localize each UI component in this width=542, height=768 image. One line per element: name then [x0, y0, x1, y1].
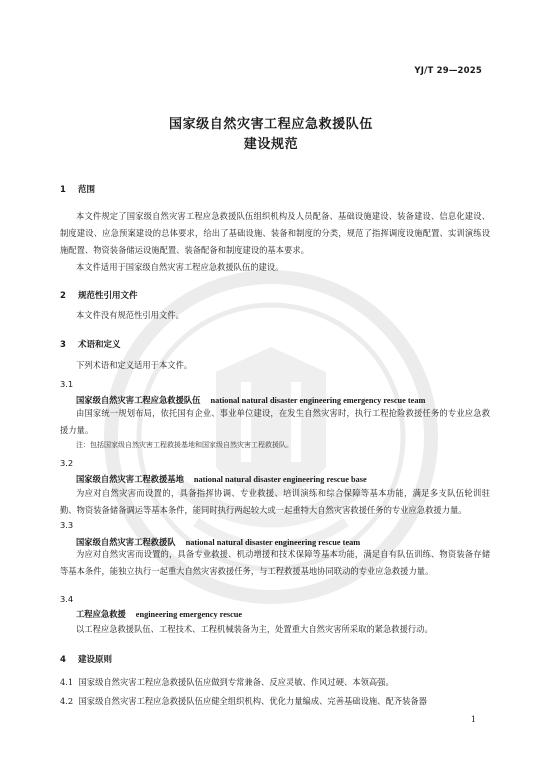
terms-intro: 下列术语和定义适用于本文件。: [76, 360, 193, 370]
term-english: national natural disaster engineering rescue base: [193, 475, 367, 484]
section-heading-principles: [60, 653, 112, 665]
page-number: 1: [470, 715, 476, 724]
term-english: national natural disaster engineering emergency rescue team: [210, 396, 426, 405]
term-number: 3.4: [60, 594, 74, 604]
term-entry: [76, 473, 367, 485]
standard-code: YJ/T 29—2025: [414, 66, 482, 76]
scope-applicability: 本文件适用于国家级自然灾害工程应急救援队伍的建设。: [76, 262, 284, 272]
section-number: 3: [60, 340, 66, 350]
term-note: 注：包括国家级自然灾害工程救援基地和国家级自然灾害工程救援队。: [76, 441, 293, 449]
section-title: 术语和定义: [78, 340, 121, 350]
term-definition: 为应对自然灾害而设置的，具备专业救援、机动增援和技术保障等基本功能，满足自有队伍训练、物资装备存储等基本条件，能独立执行一起重大自然灾害救援任务，与工程救援基地协同联动的专业应急救援力量。: [60, 549, 490, 576]
section-heading-normative-refs: [60, 289, 138, 301]
scope-paragraph: 本文件规定了国家级自然灾害工程应急救援队伍组织机构及人员配备、基础设施建设、装备建设、信息化建设、制度建设、应急预案建设的总体要求，给出了基础设施、装备和制度的分类，规范了指挥调度设施配置、实训演练设施配置、物资装备储运设施配置、装备配备和制度建设的基本要求。: [60, 211, 490, 255]
document-title: 国家级自然灾害工程应急救援队伍: [168, 117, 373, 132]
section-number: 2: [60, 291, 66, 301]
principle-number: 4.2: [60, 696, 74, 706]
term-number: 3.1: [60, 379, 74, 389]
principle-text: 国家级自然灾害工程应急救援队伍应做到专常兼备、反应灵敏、作风过硬、本领高强。: [78, 677, 394, 687]
term-chinese: 工程应急救援: [76, 609, 126, 619]
principle-item: [60, 695, 490, 707]
term-entry: [76, 608, 242, 620]
document-subtitle: 建设规范: [243, 137, 299, 152]
term-number: 3.3: [60, 520, 74, 530]
section-title: 规范性引用文件: [78, 291, 138, 301]
term-definition: 以工程应急救援队伍、工程技术、工程机械装备为主，处置重大自然灾害所采取的紧急救援行动。: [76, 624, 433, 634]
term-chinese: 国家级自然灾害工程救援队: [76, 537, 176, 547]
principle-text: 国家级自然灾害工程应急救援队伍应健全组织机构、优化力量编成、完善基础设施、配齐装备器: [78, 696, 427, 706]
term-chinese: 国家级自然灾害工程救援基地: [76, 474, 184, 484]
section-number: 1: [60, 185, 66, 195]
section-title: 建设原则: [78, 655, 113, 665]
term-english: national natural disaster engineering rescue team: [185, 538, 361, 547]
principle-number: 4.1: [60, 677, 74, 687]
term-definition: 由国家统一规划布局，依托国有企业、事业单位建设，在发生自然灾害时，执行工程抢险救援任务的专业应急救援力量。: [60, 408, 490, 435]
principle-item: [60, 676, 490, 688]
term-chinese: 国家级自然灾害工程应急救援队伍: [76, 395, 201, 405]
term-number: 3.2: [60, 458, 74, 468]
normative-refs-paragraph: 本文件没有规范性引用文件。: [76, 310, 184, 320]
term-english: engineering emergency rescue: [135, 610, 243, 619]
section-number: 4: [60, 655, 66, 665]
term-definition: 为应对自然灾害而设置的，具备指挥协调、专业救援、培训演练和综合保障等基本功能，满足多支队伍轮训驻勤、物资装备储备调运等基本条件，能同时执行两起较大或一起重特大自然灾害救援任务的专业应急救援力量。: [60, 488, 490, 515]
section-title: 范围: [78, 185, 96, 195]
section-heading-scope: [60, 183, 95, 195]
section-heading-terms: [60, 338, 121, 350]
